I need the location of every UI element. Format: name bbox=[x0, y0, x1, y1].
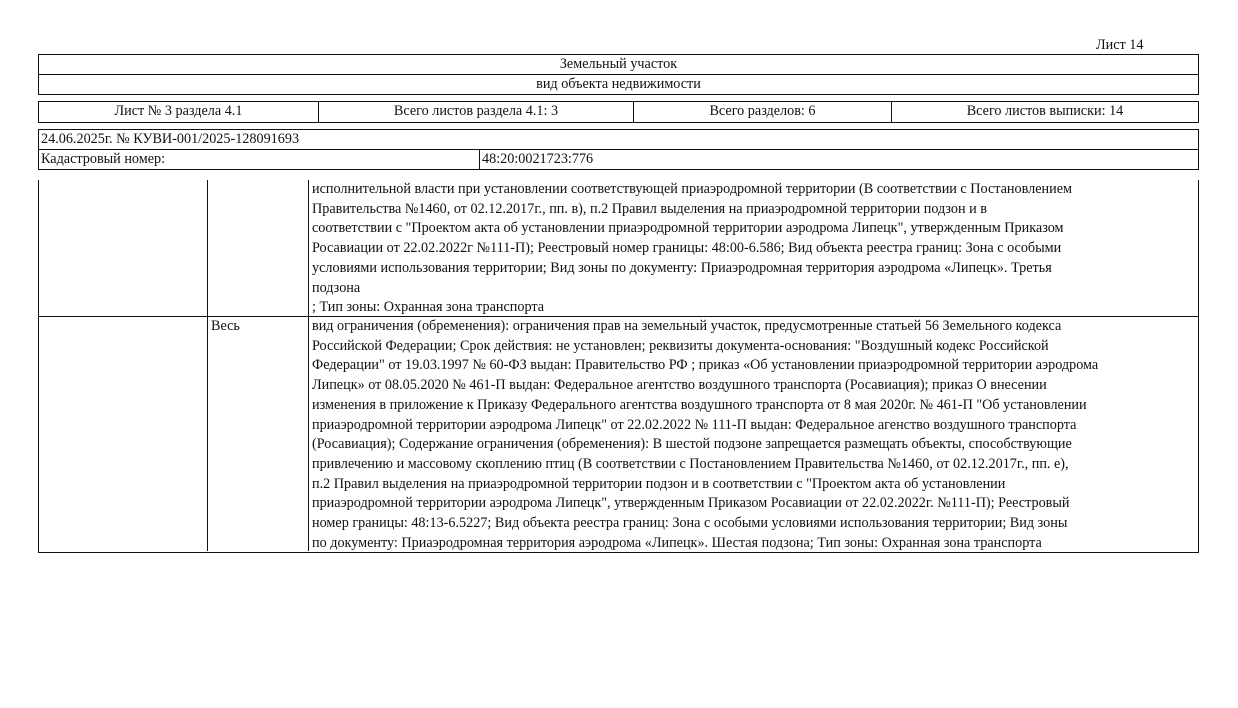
table-row bbox=[39, 317, 1198, 551]
description-line: (Росавиация); Содержание ограничения (обременения): В шестой подзоне запрещается размещать объекты, способствующие bbox=[312, 436, 1072, 453]
sheet-number-label: Лист 14 bbox=[1096, 37, 1144, 53]
restrictions-table bbox=[38, 180, 1199, 553]
date-number-row bbox=[39, 130, 1198, 149]
sheets-summary-table bbox=[38, 101, 1199, 123]
object-type-caption: вид объекта недвижимости bbox=[39, 74, 1198, 94]
description-line: приаэродромной территории аэродрома Липецк" от 22.02.2022 № 111-П выдан: Федеральное агенство воздушного транспорта bbox=[312, 416, 1077, 433]
part-cell bbox=[208, 180, 309, 316]
description-line: п.2 Правил выделения на приаэродромной территории подзон и в соответствии с "Проектом акта об установлении bbox=[312, 475, 1006, 492]
cadastral-number-value: 48:20:0021723:776 bbox=[479, 150, 593, 169]
description-line: Российской Федерации; Срок действия: не установлен; реквизиты документа-основания: "Воздушный кодекс Российской bbox=[312, 337, 1049, 354]
restriction-description-cell bbox=[309, 180, 1198, 316]
description-line: Росавиации от 22.02.2022г №111-П); Реестровый номер границы: 48:00-6.586; Вид объекта реестра границ: Зона с особыми bbox=[312, 240, 1062, 257]
restriction-description-cell bbox=[309, 317, 1198, 551]
description-line: Правительства №1460, от 02.12.2017г., пп. в), п.2 Правил выделения на приаэродромной территории подзон и в bbox=[312, 200, 987, 217]
row-number-cell bbox=[39, 317, 208, 551]
part-cell: Весь bbox=[208, 317, 309, 551]
description-line: вид ограничения (обременения): ограничения прав на земельный участок, предусмотренные статьей 56 Земельного кодекса bbox=[312, 318, 1062, 334]
description-line: Липецк» от 08.05.2020 № 461-П выдан: Федеральное агентство воздушного транспорта (Росавиация); приказ О внесении bbox=[312, 377, 1047, 394]
description-line: ; Тип зоны: Охранная зона транспорта bbox=[312, 299, 545, 316]
extract-sheets-total: Всего листов выписки: 14 bbox=[966, 103, 1124, 119]
cadastral-number-label: Кадастровый номер: bbox=[41, 151, 166, 167]
row-number-cell bbox=[39, 180, 208, 316]
section-sheet-number: Лист № 3 раздела 4.1 bbox=[39, 102, 319, 122]
description-line: приаэродромной территории аэродрома Липецк", утвержденным Приказом Росавиации от 22.02.2022г. №111-П); Реестровый bbox=[312, 495, 1070, 512]
object-title-table bbox=[38, 54, 1199, 95]
description-line: по документу: Приаэродромная территория аэродрома «Липецк». Шестая подзона; Тип зоны: Охранная зона транспорта bbox=[312, 534, 1042, 551]
description-line: привлечению и массовому скоплению птиц (В соответствии с Постановлением Правительства №1460, от 02.12.2017г., пп. е), bbox=[312, 455, 1069, 472]
description-line: соответствии с "Проектом акта об установлении приаэродромной территории аэродрома Липецк", утвержденным Приказом bbox=[312, 220, 1064, 237]
extract-date-number: 24.06.2025г. № КУВИ-001/2025-128091693 bbox=[41, 131, 300, 147]
description-line: подзона bbox=[312, 279, 361, 296]
description-line: номер границы: 48:13-6.5227; Вид объекта реестра границ: Зона с особыми условиями использования территории; Вид зоны bbox=[312, 515, 1068, 532]
table-row bbox=[39, 180, 1198, 317]
object-type-title: Земельный участок bbox=[559, 56, 678, 72]
description-line: исполнительной власти при установлении соответствующей приаэродромной территории (В соответствии с Постановлением bbox=[312, 181, 1072, 197]
extract-info-table bbox=[38, 129, 1199, 170]
sections-total: Всего разделов: 6 bbox=[634, 102, 892, 122]
description-line: Федерации" от 19.03.1997 № 60-ФЗ выдан: Правительство РФ ; приказ «Об установлении приаэродромной территории аэродрома bbox=[312, 357, 1099, 374]
section-sheets-total: Всего листов раздела 4.1: 3 bbox=[319, 102, 634, 122]
cadastral-row bbox=[39, 149, 1198, 169]
description-line: условиями использования территории; Вид зоны по документу: Приаэродромная территория аэродрома «Липецк». Третья bbox=[312, 259, 1052, 276]
description-line: изменения в приложение к Приказу Федерального агентства воздушного транспорта от 8 мая 2020г. № 461-П "Об установлении bbox=[312, 396, 1087, 413]
